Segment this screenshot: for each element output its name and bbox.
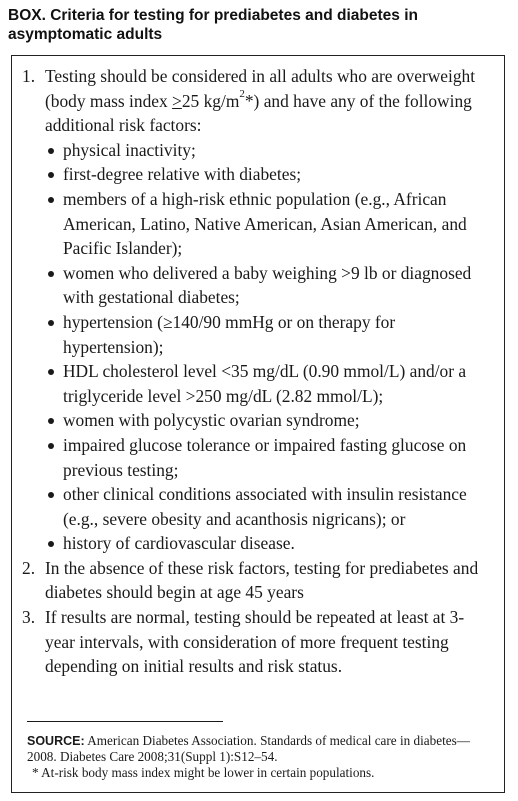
source-text: American Diabetes Association. Standards of medical care in diabetes—2008. Diabetes Care 2008;31(Suppl 1):S12–54. [27, 733, 470, 764]
risk-factor-item: hypertension (≥140/90 mmHg or on therapy for hypertension); [45, 310, 492, 359]
box-title: BOX. Criteria for testing for prediabetes and diabetes in asymptomatic adults [8, 7, 418, 43]
criterion-text: If results are normal, testing should be repeated at least at 3-year intervals, with consideration of more frequent testing depending on initial results and risk status. [45, 607, 465, 677]
risk-factor-item: women with polycystic ovarian syndrome; [45, 408, 492, 433]
criterion-3 [22, 605, 492, 679]
risk-factor-item: history of cardiovascular disease. [45, 531, 492, 556]
source-footnote [27, 733, 493, 781]
risk-factor-item: first-degree relative with diabetes; [45, 162, 492, 187]
bmi-note: * At-risk body mass index might be lower in certain populations. [32, 765, 375, 780]
source-label: SOURCE: [27, 734, 85, 748]
criterion-number: 1. [22, 66, 36, 86]
risk-factor-item: impaired glucose tolerance or impaired fasting glucose on previous testing; [45, 433, 492, 482]
criterion-text: Testing should be considered in all adults who are overweight (body mass index >25 $kg/m^2*$) and have any of the following additional risk factors: [45, 66, 476, 136]
criterion-2 [22, 556, 492, 605]
footnote-divider [27, 721, 223, 722]
risk-factor-item: other clinical conditions associated with insulin resistance (e.g., severe obesity and acanthosis nigricans); or [45, 482, 492, 531]
risk-factor-item: women who delivered a baby weighing >9 lb or diagnosed with gestational diabetes; [45, 261, 492, 310]
risk-factor-list [45, 138, 492, 556]
risk-factor-item: HDL cholesterol level <35 mg/dL (0.90 mmol/L) and/or a triglyceride level >250 mg/dL (2.82 mmol/L); [45, 359, 492, 408]
source-citation [27, 733, 493, 765]
risk-factor-item: members of a high-risk ethnic population (e.g., African American, Latino, Native American, Asian American, and Pacific Islander); [45, 187, 492, 261]
criterion-number: 2. [22, 557, 36, 578]
risk-factor-item: physical inactivity; [45, 138, 492, 163]
criteria-list [22, 64, 492, 679]
criterion-1 [22, 64, 492, 556]
criterion-text: In the absence of these risk factors, testing for prediabetes and diabetes should begin at age 45 years [45, 557, 479, 603]
criterion-number: 3. [22, 607, 36, 628]
